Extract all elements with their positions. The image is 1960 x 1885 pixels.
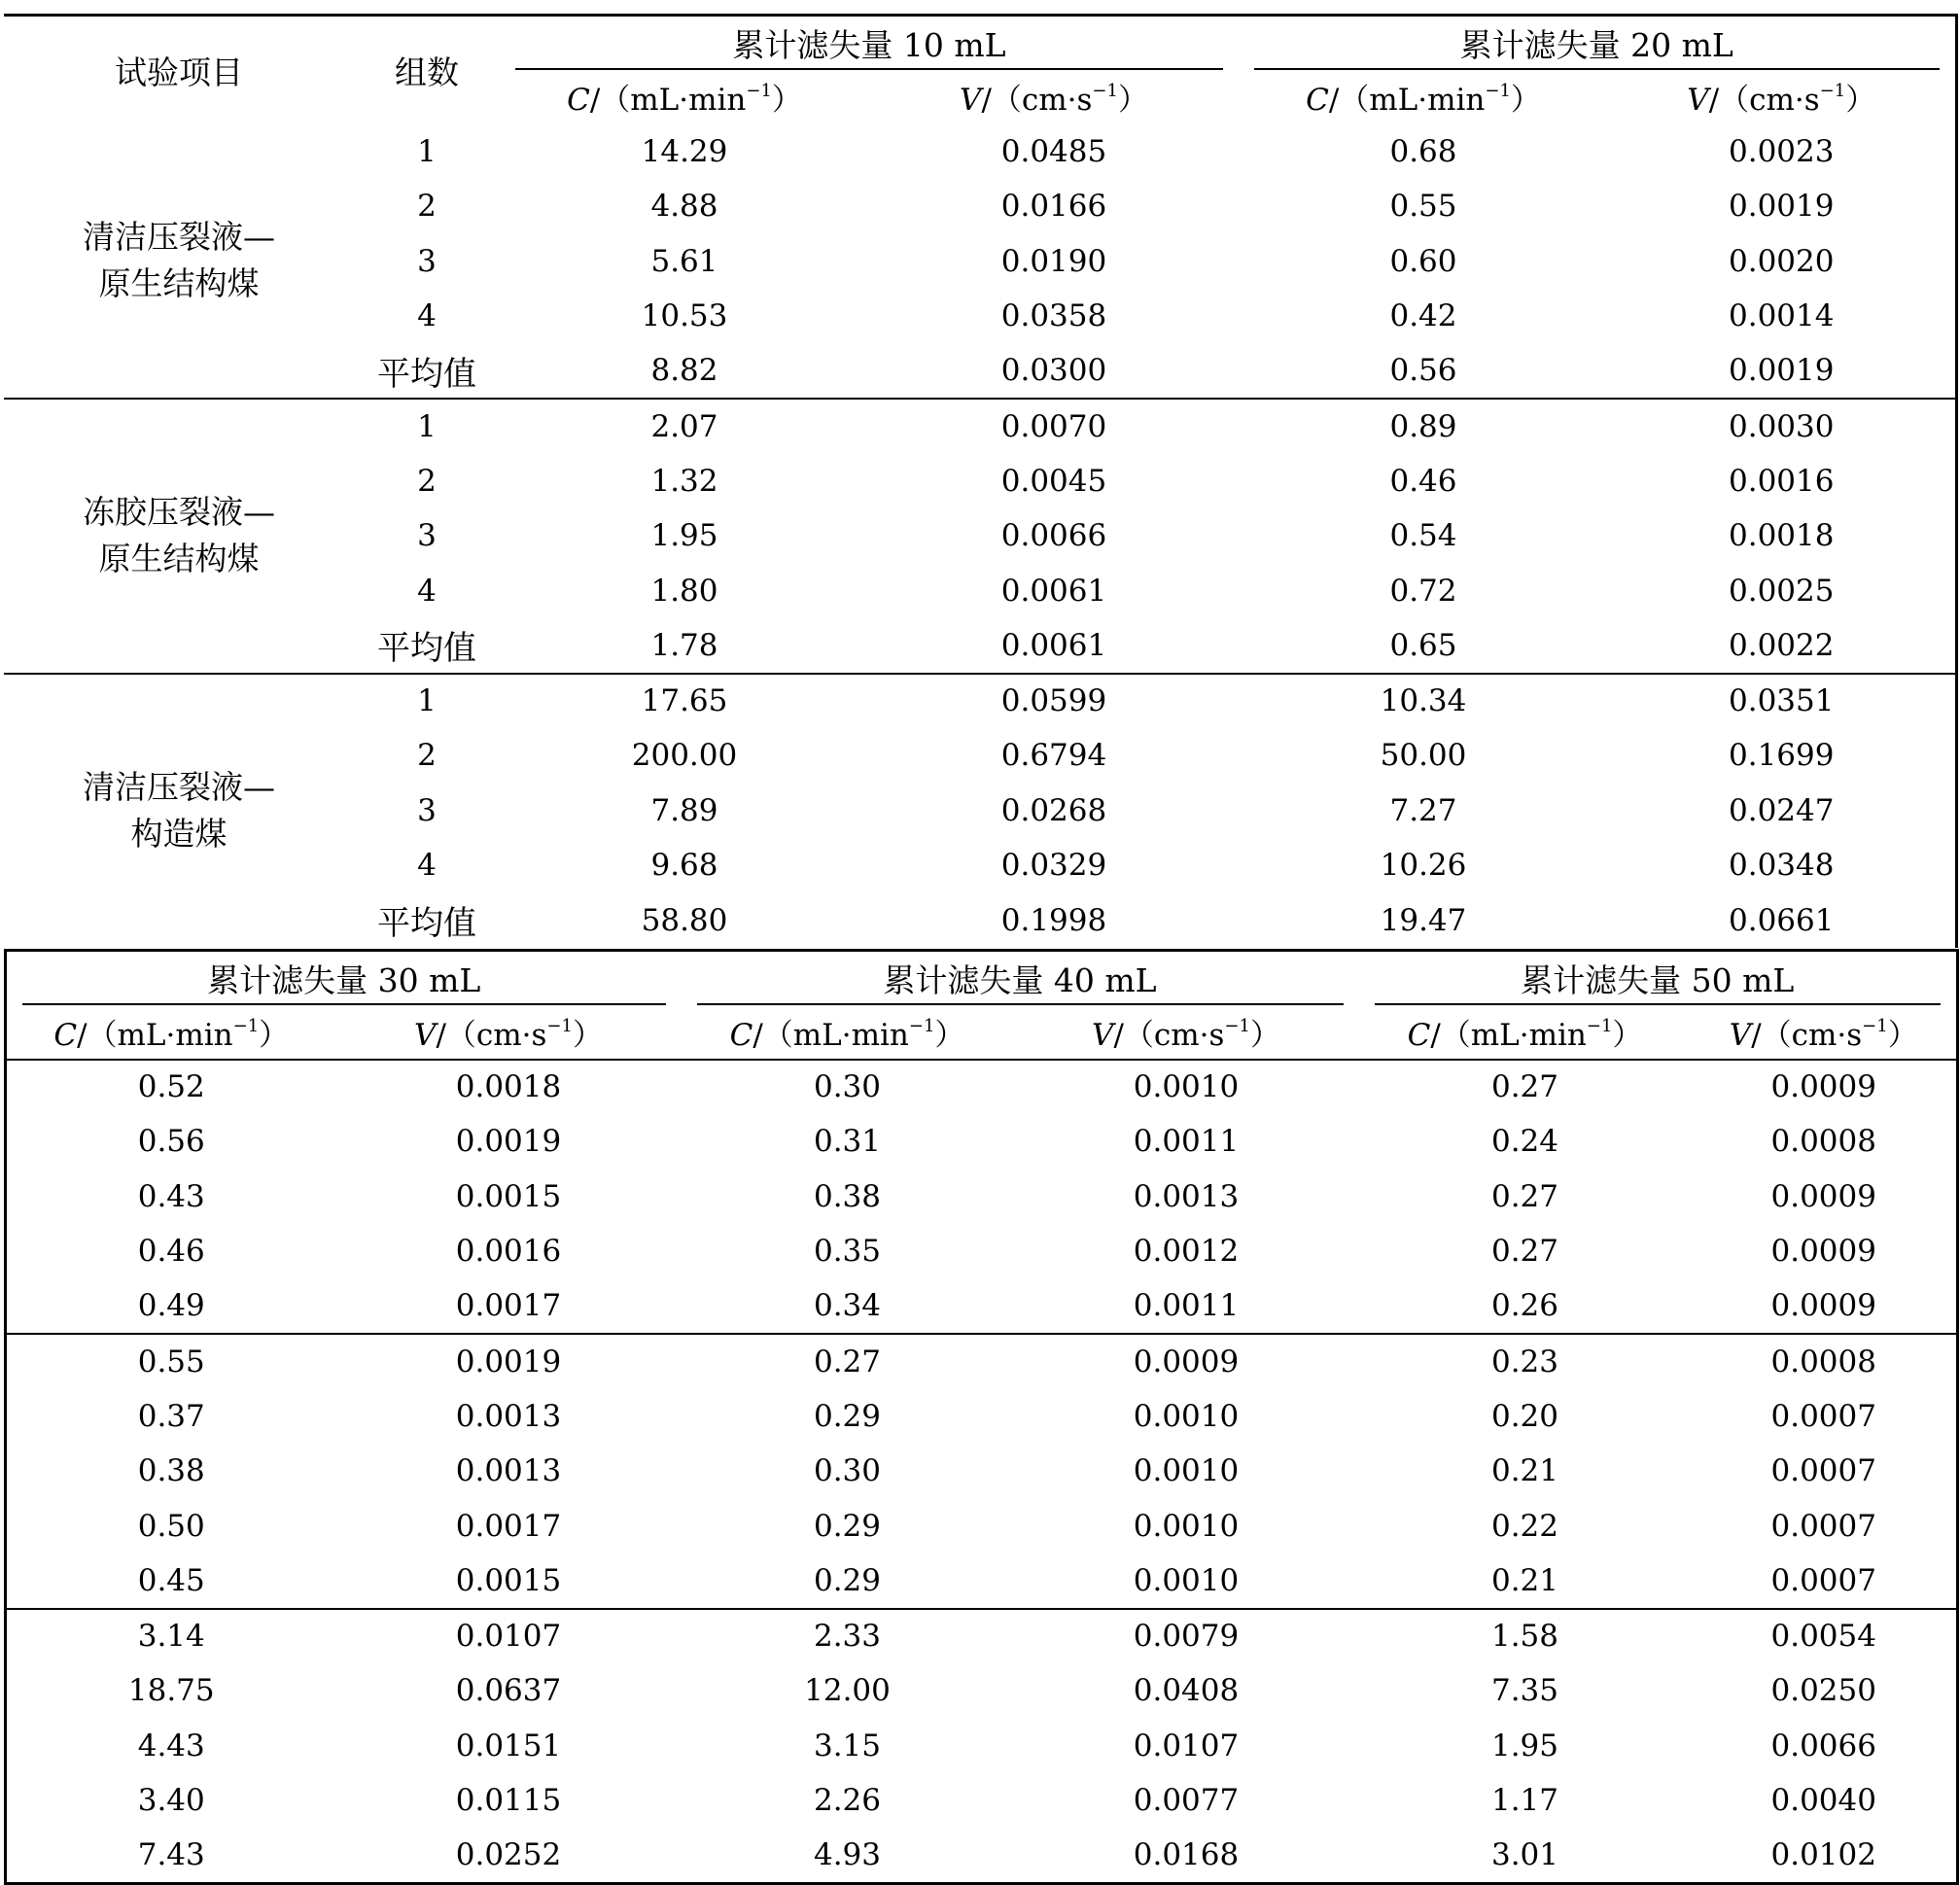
- v30-cell: 0.0151: [455, 1728, 562, 1763]
- v20-cell: 0.0351: [1729, 683, 1835, 719]
- c40-cell: 0.30: [813, 1453, 882, 1489]
- c10-cell: 17.65: [641, 683, 728, 719]
- c10-cell: 5.61: [650, 243, 718, 279]
- table-row: [6, 1663, 1958, 1719]
- group-cell: 3: [417, 243, 437, 279]
- c10-cell: 200.00: [631, 738, 738, 774]
- table-row: [6, 1609, 1958, 1664]
- c10-cell: 2.07: [650, 408, 718, 444]
- v50-cell: 0.0007: [1692, 1553, 1958, 1609]
- header-v-20: $V/(cm\cdot s^{-1})$: [1687, 81, 1876, 118]
- v20-cell: 0.0030: [1729, 408, 1835, 444]
- v30-cell: 0.0017: [455, 1508, 562, 1544]
- c40-cell: 0.29: [813, 1398, 882, 1434]
- c10-cell: 7.89: [650, 792, 718, 828]
- v20-cell: 0.0023: [1729, 133, 1835, 169]
- c10-cell: 1.80: [650, 573, 718, 609]
- v50-cell: 0.0008: [1770, 1344, 1876, 1379]
- header-vol50: 累计滤失量 50 mL: [1359, 951, 1958, 1005]
- v10-cell: 0.0045: [1000, 463, 1107, 499]
- v40-cell: 0.0010: [1133, 1453, 1240, 1489]
- v40-cell: 0.0010: [1133, 1508, 1240, 1544]
- v20-cell: 0.0018: [1729, 518, 1835, 554]
- c30-cell: 0.38: [137, 1453, 205, 1489]
- v10-cell: 0.0190: [1000, 243, 1107, 279]
- c30-cell: 3.40: [137, 1783, 205, 1819]
- c50-cell: 0.21: [1359, 1553, 1692, 1609]
- header-vol10: 累计滤失量 10 mL: [500, 16, 1239, 70]
- header-row-units-bottom: [6, 1005, 1958, 1060]
- v10-cell: 0.6794: [1000, 738, 1107, 774]
- header-c-20: $C/(mL\cdot\min^{-1})$: [1306, 81, 1541, 118]
- c50-cell: 3.01: [1490, 1837, 1559, 1872]
- v30-cell: 0.0115: [455, 1783, 562, 1819]
- v30-cell: 0.0252: [455, 1837, 562, 1872]
- c30-cell: 0.55: [137, 1344, 205, 1379]
- v20-cell: 0.0661: [1729, 902, 1835, 938]
- group-cell: 3: [417, 792, 437, 828]
- v50-cell: 0.0009: [1770, 1234, 1876, 1270]
- v50-cell: 0.0009: [1770, 1069, 1876, 1105]
- group-cell: 4: [417, 298, 437, 334]
- v40-cell: 0.0011: [1014, 1279, 1359, 1335]
- c30-cell: 0.49: [6, 1279, 336, 1335]
- v50-cell: 0.0102: [1770, 1837, 1876, 1872]
- c20-cell: 0.68: [1389, 133, 1457, 169]
- test-item-label-line1: 冻胶压裂液—: [83, 493, 275, 532]
- v10-cell: 0.0061: [869, 618, 1239, 674]
- v30-cell: 0.0015: [336, 1553, 682, 1609]
- c40-cell: 0.31: [813, 1124, 882, 1160]
- c10-cell: 9.68: [650, 848, 718, 884]
- header-vol40: 累计滤失量 40 mL: [682, 951, 1359, 1005]
- v40-cell: 0.0010: [1133, 1069, 1240, 1105]
- c50-cell: 0.24: [1490, 1124, 1559, 1160]
- c20-cell: 50.00: [1380, 738, 1467, 774]
- v50-cell: 0.0007: [1770, 1508, 1876, 1544]
- c20-cell: 0.56: [1239, 344, 1608, 400]
- bottom-data-table: [4, 949, 1959, 1885]
- v20-cell: 0.0025: [1729, 573, 1835, 609]
- v10-cell: 0.0300: [869, 344, 1239, 400]
- c30-cell: 0.50: [137, 1508, 205, 1544]
- c30-cell: 3.14: [137, 1619, 205, 1655]
- test-item-label: [4, 674, 354, 949]
- v10-cell: 0.0066: [1000, 518, 1107, 554]
- v30-cell: 0.0013: [455, 1398, 562, 1434]
- v50-cell: 0.0007: [1770, 1398, 1876, 1434]
- c50-cell: 7.35: [1490, 1673, 1559, 1709]
- v40-cell: 0.0012: [1133, 1234, 1240, 1270]
- c50-cell: 1.95: [1490, 1728, 1559, 1763]
- c40-cell: 0.29: [682, 1553, 1014, 1609]
- v50-cell: 0.0054: [1770, 1619, 1876, 1655]
- v10-cell: 0.0329: [1000, 848, 1107, 884]
- c20-cell: 19.47: [1380, 902, 1467, 938]
- v20-cell: 0.0022: [1608, 618, 1956, 674]
- c40-cell: 2.26: [813, 1783, 882, 1819]
- test-item-label: [4, 399, 354, 674]
- c20-cell: 10.26: [1380, 848, 1467, 884]
- v50-cell: 0.0250: [1770, 1673, 1876, 1709]
- group-cell: 平均值: [354, 344, 500, 400]
- group-cell: 1: [417, 683, 437, 719]
- table-row: [6, 1224, 1958, 1279]
- c30-cell: 0.56: [137, 1124, 205, 1160]
- v20-cell: 0.1699: [1729, 738, 1835, 774]
- c40-cell: 4.93: [813, 1837, 882, 1872]
- header-v-30: $V/(cm\cdot s^{-1})$: [336, 1005, 682, 1060]
- header-test-item: 试验项目: [115, 52, 243, 91]
- header-v-10: $V/(cm\cdot s^{-1})$: [960, 81, 1148, 118]
- group-cell: 2: [417, 738, 437, 774]
- table-row: [6, 1389, 1958, 1445]
- c30-cell: 0.43: [137, 1178, 205, 1214]
- v40-cell: 0.0010: [1133, 1398, 1240, 1434]
- v10-cell: 0.0599: [1000, 683, 1107, 719]
- header-v-50: $V/(cm\cdot s^{-1})$: [1692, 1005, 1958, 1060]
- c10-cell: 1.32: [650, 463, 718, 499]
- c30-cell: 0.46: [137, 1234, 205, 1270]
- c50-cell: 0.21: [1490, 1453, 1559, 1489]
- c20-cell: 0.42: [1389, 298, 1457, 334]
- v30-cell: 0.0017: [336, 1279, 682, 1335]
- c20-cell: 0.60: [1389, 243, 1457, 279]
- group-cell: 平均值: [377, 904, 476, 944]
- c20-cell: 7.27: [1389, 792, 1457, 828]
- table-row: [6, 1169, 1958, 1225]
- top-table-body: [4, 124, 1956, 949]
- c20-cell: 0.65: [1239, 618, 1608, 674]
- v50-cell: 0.0040: [1770, 1783, 1876, 1819]
- table-row: [6, 1279, 1958, 1335]
- v20-cell: 0.0019: [1608, 344, 1956, 400]
- c30-cell: 0.45: [6, 1553, 336, 1609]
- c50-cell: 1.17: [1490, 1783, 1559, 1819]
- header-c-10: $C/(mL\cdot\min^{-1})$: [567, 81, 802, 118]
- test-item-label-line1: 清洁压裂液—: [83, 768, 275, 807]
- v10-cell: 0.0070: [1000, 408, 1107, 444]
- table-row: [4, 674, 1956, 729]
- c10-cell: 14.29: [641, 133, 728, 169]
- c10-cell: 8.82: [500, 344, 869, 400]
- c50-cell: 0.26: [1359, 1279, 1692, 1335]
- v10-cell: 0.0485: [1000, 133, 1107, 169]
- group-cell: 4: [417, 573, 437, 609]
- c20-cell: 0.72: [1389, 573, 1457, 609]
- group-cell: 2: [417, 463, 437, 499]
- v10-cell: 0.0358: [1000, 298, 1107, 334]
- header-row-volume-bottom: [6, 951, 1958, 1005]
- c50-cell: 0.23: [1490, 1344, 1559, 1379]
- c20-cell: 10.34: [1380, 683, 1467, 719]
- v30-cell: 0.0107: [455, 1619, 562, 1655]
- c40-cell: 2.33: [813, 1619, 882, 1655]
- v30-cell: 0.0019: [455, 1124, 562, 1160]
- v50-cell: 0.0066: [1770, 1728, 1876, 1763]
- header-c-50: $C/(mL\cdot\min^{-1})$: [1359, 1005, 1692, 1060]
- table-row: [4, 124, 1956, 180]
- c50-cell: 0.22: [1490, 1508, 1559, 1544]
- test-item-label: [4, 124, 354, 400]
- v20-cell: 0.0348: [1729, 848, 1835, 884]
- bottom-table-body: [6, 1060, 1958, 1884]
- v20-cell: 0.0014: [1729, 298, 1835, 334]
- v30-cell: 0.0018: [455, 1069, 562, 1105]
- v20-cell: 0.0020: [1729, 243, 1835, 279]
- v30-cell: 0.0637: [455, 1673, 562, 1709]
- v40-cell: 0.0079: [1133, 1619, 1240, 1655]
- table-row: [6, 1334, 1958, 1389]
- v50-cell: 0.0008: [1770, 1124, 1876, 1160]
- c50-cell: 1.58: [1490, 1619, 1559, 1655]
- table-row: [6, 1114, 1958, 1169]
- c50-cell: 0.27: [1490, 1069, 1559, 1105]
- group-cell: 3: [417, 518, 437, 554]
- test-item-label-line2: 原生结构煤: [98, 264, 260, 303]
- c20-cell: 0.54: [1389, 518, 1457, 554]
- v20-cell: 0.0019: [1729, 189, 1835, 225]
- v20-cell: 0.0247: [1729, 792, 1835, 828]
- group-cell: 1: [417, 133, 437, 169]
- header-c-30: $C/(mL\cdot\min^{-1})$: [6, 1005, 336, 1060]
- test-item-label-line2: 原生结构煤: [98, 540, 260, 578]
- v40-cell: 0.0011: [1133, 1124, 1240, 1160]
- header-vol30: 累计滤失量 30 mL: [6, 951, 682, 1005]
- table-row: [4, 399, 1956, 454]
- v10-cell: 0.0061: [1000, 573, 1107, 609]
- table-row: [6, 1060, 1958, 1115]
- v40-cell: 0.0408: [1133, 1673, 1240, 1709]
- v40-cell: 0.0168: [1133, 1837, 1240, 1872]
- v30-cell: 0.0015: [455, 1178, 562, 1214]
- top-data-table: [4, 14, 1958, 948]
- c30-cell: 0.37: [137, 1398, 205, 1434]
- header-group: 组数: [395, 52, 459, 91]
- header-vol20: 累计滤失量 20 mL: [1239, 16, 1956, 70]
- c50-cell: 0.27: [1490, 1178, 1559, 1214]
- table-row: [6, 1719, 1958, 1774]
- v20-cell: 0.0016: [1729, 463, 1835, 499]
- v10-cell: 0.0268: [1000, 792, 1107, 828]
- c40-cell: 0.35: [813, 1234, 882, 1270]
- v30-cell: 0.0013: [455, 1453, 562, 1489]
- v50-cell: 0.0009: [1770, 1178, 1876, 1214]
- header-v-40: $V/(cm\cdot s^{-1})$: [1014, 1005, 1359, 1060]
- c40-cell: 0.30: [813, 1069, 882, 1105]
- c50-cell: 0.27: [1490, 1234, 1559, 1270]
- c40-cell: 0.27: [813, 1344, 882, 1379]
- v40-cell: 0.0013: [1133, 1178, 1240, 1214]
- c20-cell: 0.46: [1389, 463, 1457, 499]
- header-c-40: $C/(mL\cdot\min^{-1})$: [682, 1005, 1014, 1060]
- c10-cell: 10.53: [641, 298, 728, 334]
- group-cell: 1: [417, 408, 437, 444]
- c20-cell: 0.55: [1389, 189, 1457, 225]
- v40-cell: 0.0009: [1133, 1344, 1240, 1379]
- c30-cell: 7.43: [137, 1837, 205, 1872]
- c30-cell: 0.52: [137, 1069, 205, 1105]
- table-row: [6, 1499, 1958, 1554]
- test-item-label-line2: 构造煤: [130, 815, 228, 854]
- v50-cell: 0.0009: [1692, 1279, 1958, 1335]
- c40-cell: 3.15: [813, 1728, 882, 1763]
- v30-cell: 0.0019: [455, 1344, 562, 1379]
- c40-cell: 0.38: [813, 1178, 882, 1214]
- c10-cell: 1.95: [650, 518, 718, 554]
- c30-cell: 18.75: [127, 1673, 215, 1709]
- table-row: [6, 1444, 1958, 1499]
- c40-cell: 12.00: [804, 1673, 891, 1709]
- c10-cell: 58.80: [641, 902, 728, 938]
- c40-cell: 0.29: [813, 1508, 882, 1544]
- test-item-label-line1: 清洁压裂液—: [83, 218, 275, 257]
- table-row: [6, 1829, 1958, 1884]
- v40-cell: 0.0077: [1133, 1783, 1240, 1819]
- c10-cell: 1.78: [500, 618, 869, 674]
- group-cell: 平均值: [354, 618, 500, 674]
- group-cell: 2: [417, 189, 437, 225]
- header-row-volume: [4, 16, 1956, 70]
- group-cell: 4: [417, 848, 437, 884]
- v30-cell: 0.0016: [455, 1234, 562, 1270]
- v50-cell: 0.0007: [1770, 1453, 1876, 1489]
- v40-cell: 0.0107: [1133, 1728, 1240, 1763]
- v40-cell: 0.0010: [1014, 1553, 1359, 1609]
- table-row: [6, 1773, 1958, 1829]
- c40-cell: 0.34: [682, 1279, 1014, 1335]
- table-row: [6, 1553, 1958, 1609]
- v10-cell: 0.0166: [1000, 189, 1107, 225]
- c10-cell: 4.88: [650, 189, 718, 225]
- c30-cell: 4.43: [137, 1728, 205, 1763]
- c20-cell: 0.89: [1389, 408, 1457, 444]
- v10-cell: 0.1998: [1000, 902, 1107, 938]
- c50-cell: 0.20: [1490, 1398, 1559, 1434]
